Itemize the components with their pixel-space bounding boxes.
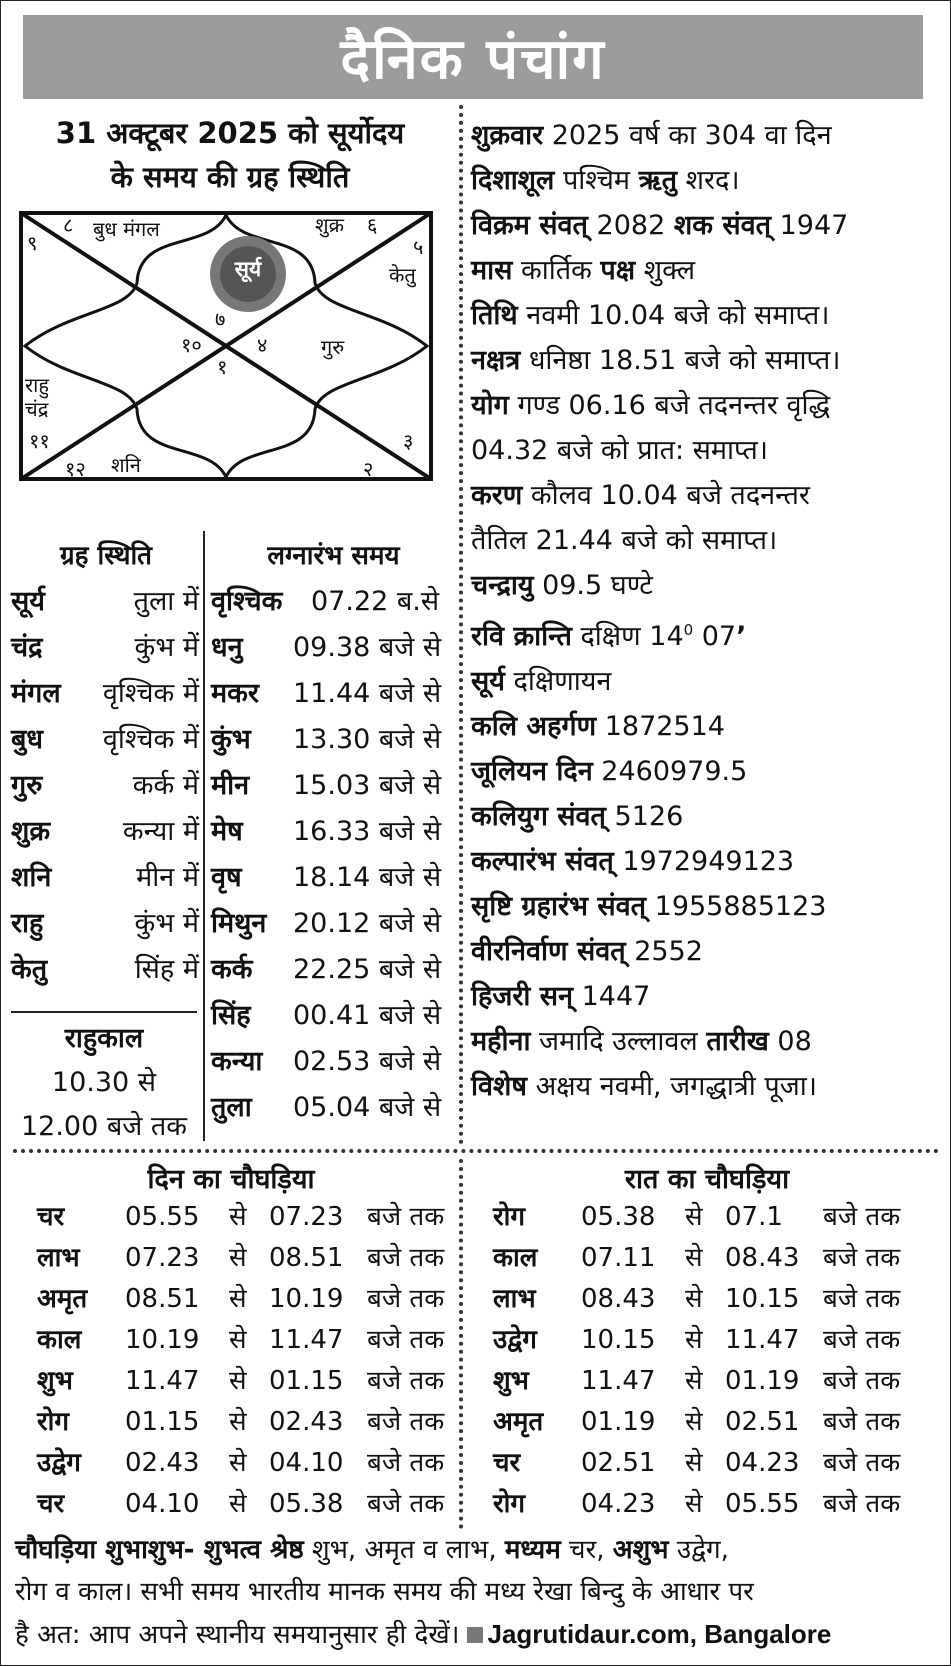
info-dishashool	[471, 158, 941, 203]
house-6-number: ६	[367, 213, 378, 237]
chog-tak: बजे तक	[823, 1366, 901, 1396]
chog-from: 01.19	[581, 1407, 656, 1437]
chog-to: 10.15	[725, 1284, 800, 1314]
lagna-sign: वृश्चिक	[211, 586, 283, 617]
lagna-sign: सिंह	[211, 1000, 251, 1031]
chog-to: 08.51	[269, 1243, 344, 1273]
house-2-number: २	[363, 457, 374, 481]
info-vishesh	[471, 1064, 941, 1109]
lagna-time: 16.33 बजे से	[293, 816, 442, 847]
list-item	[11, 671, 199, 717]
list-item	[211, 625, 456, 671]
karan-value: कौलव 10.04 बजे तदनन्तर	[522, 480, 810, 511]
chog-from: 08.51	[125, 1284, 200, 1314]
house-6-planet: शुक्र	[315, 213, 344, 237]
lagna-time: 15.03 बजे से	[293, 770, 442, 801]
info-samvat	[471, 203, 941, 248]
lagna-time: 07.22 ब.से	[311, 586, 440, 617]
nakshatra-label: नक्षत्र	[471, 345, 521, 376]
lagna-sign: मेष	[211, 816, 243, 847]
chog-tak: बजे तक	[823, 1284, 901, 1314]
lagna-time: 00.41 बजे से	[293, 1000, 442, 1031]
rahukal-box	[11, 1017, 197, 1149]
chog-se: से	[685, 1448, 703, 1478]
vishesh-value: अक्षय नवमी, जगद्धात्री पूजा।	[526, 1071, 817, 1102]
chog-name: अमृत	[493, 1407, 544, 1437]
ravi-kranti-value: दक्षिण 14	[571, 621, 684, 652]
hijri-label: हिजरी सन्	[471, 981, 574, 1012]
list-item	[11, 625, 199, 671]
house-11-number: ११	[29, 429, 50, 453]
table-row	[37, 1402, 444, 1443]
planet-sign: कुंभ में	[134, 632, 199, 663]
info-maas	[471, 248, 941, 293]
chog-name: उद्वेग	[37, 1448, 81, 1478]
chog-tak: बजे तक	[823, 1202, 901, 1232]
tarikh-label: तारीख	[706, 1026, 769, 1057]
julian-day-value: 2460979.5	[592, 756, 748, 787]
house-8-planets: बुध मंगल	[93, 217, 160, 241]
rahukal-to: 12.00 बजे तक	[20, 1111, 188, 1142]
chog-se: से	[685, 1284, 703, 1314]
paksha-value: शुक्ल	[635, 255, 696, 286]
publisher-credit: Jagrutidaur.com, Bangalore	[487, 1619, 832, 1649]
vikram-samvat-label: विक्रम संवत्	[471, 210, 588, 241]
lagna-sign: मकर	[211, 678, 259, 709]
planet-sign: तुला में	[133, 586, 199, 617]
chog-to: 04.23	[725, 1448, 800, 1478]
chog-name: चर	[37, 1202, 65, 1232]
list-item	[211, 809, 456, 855]
chog-se: से	[229, 1448, 247, 1478]
chog-se: से	[229, 1489, 247, 1519]
weekday-value: 2025 वर्ष का 304 वा दिन	[543, 120, 832, 151]
chog-from: 08.43	[581, 1284, 656, 1314]
ashubh-list: उद्वेग,	[668, 1535, 729, 1565]
chart-heading	[15, 111, 445, 199]
house-12-number: १२	[65, 457, 86, 481]
house-4-number: ४	[257, 333, 268, 357]
table-row	[493, 1320, 900, 1361]
chog-name: लाभ	[37, 1243, 80, 1273]
chog-name: लाभ	[493, 1284, 536, 1314]
table-row	[493, 1238, 900, 1279]
rahukal-title: राहुकाल	[64, 1023, 144, 1054]
chog-from: 04.10	[125, 1489, 200, 1519]
julian-day-label: जूलियन दिन	[471, 756, 593, 787]
planet-sign: वृश्चिक में	[102, 724, 199, 755]
panchang-details	[471, 113, 941, 1109]
srishti-samvat-label: सृष्टि ग्रहारंभ संवत्	[471, 891, 647, 922]
house-4-planet: गुरु	[321, 335, 345, 359]
chart-heading-line1: 31 अक्टूबर 2025 को सूर्योदय	[55, 116, 405, 150]
chog-tak: बजे तक	[823, 1448, 901, 1478]
ritu-label: ऋतु	[638, 165, 678, 196]
chog-to: 11.47	[725, 1325, 800, 1355]
list-item	[11, 763, 199, 809]
chog-name: चर	[493, 1448, 521, 1478]
weekday-label: शुक्रवार	[471, 120, 544, 151]
lagna-sign: कर्क	[211, 954, 253, 985]
chog-name: उद्वेग	[493, 1325, 537, 1355]
chog-name: रोग	[493, 1489, 526, 1519]
yog-value: गण्ड 06.16 बजे तदनन्तर वृद्धि	[508, 390, 831, 421]
table-row	[37, 1443, 444, 1484]
chog-to: 04.10	[269, 1448, 344, 1478]
lagna-list	[211, 579, 456, 1131]
kaliyug-samvat-label: कलियुग संवत्	[471, 801, 606, 832]
lagna-time: 05.04 बजे से	[293, 1092, 442, 1123]
chandrayu-value: 09.5 घण्टे	[533, 570, 653, 601]
veernirvan-samvat-label: वीरनिर्वाण संवत्	[471, 936, 626, 967]
ravi-kranti-label: रवि क्रान्ति	[471, 621, 572, 652]
chog-tak: बजे तक	[367, 1407, 445, 1437]
chog-name: काल	[493, 1243, 538, 1273]
planet-sign: कुंभ में	[134, 908, 199, 939]
planet-sign: सिंह में	[134, 954, 199, 985]
planet-sign: मीन में	[136, 862, 199, 893]
mahina-value: जमादि उल्लावल	[530, 1026, 707, 1057]
dishashool-value: पश्चिम	[554, 165, 639, 196]
planet-name: चंद्र	[11, 632, 43, 663]
chog-from: 04.23	[581, 1489, 656, 1519]
ritu-value: शरद।	[677, 165, 740, 196]
chog-to: 02.43	[269, 1407, 344, 1437]
planet-name: शनि	[11, 862, 52, 893]
chog-to: 07.1	[725, 1202, 783, 1232]
planet-sign: कर्क में	[132, 770, 199, 801]
lagna-time: 02.53 बजे से	[293, 1046, 442, 1077]
surya-label: सूर्य	[471, 666, 505, 697]
info-ravi-kranti: रवि क्रान्ति दक्षिण $14^0$ 07’	[471, 621, 747, 652]
list-item	[11, 717, 199, 763]
chog-from: 10.15	[581, 1325, 656, 1355]
chandrayu-label: चन्द्रायु	[471, 570, 534, 601]
shak-samvat-label: शक संवत्	[673, 210, 771, 241]
list-item	[11, 855, 199, 901]
kali-ahargan-label: कलि अहर्गण	[471, 711, 597, 742]
chog-to: 05.38	[269, 1489, 344, 1519]
rahukal-divider	[11, 1011, 197, 1013]
chog-name: चर	[37, 1489, 65, 1519]
kalparambh-samvat-label: कल्पारंभ संवत्	[471, 846, 614, 877]
lagna-time: 09.38 बजे से	[293, 632, 442, 663]
maas-value: कार्तिक	[512, 255, 601, 286]
chog-tak: बजे तक	[367, 1325, 445, 1355]
list-item	[211, 993, 456, 1039]
chog-from: 05.38	[581, 1202, 656, 1232]
maas-label: मास	[471, 255, 513, 286]
chog-se: से	[685, 1243, 703, 1273]
chog-se: से	[685, 1366, 703, 1396]
chog-tak: बजे तक	[367, 1366, 445, 1396]
shubh-list: शुभ, अमृत व लाभ,	[303, 1535, 505, 1565]
chog-from: 10.19	[125, 1325, 200, 1355]
ashubh-label: अशुभ	[612, 1535, 669, 1565]
info-kali-ahargan	[471, 704, 941, 749]
chog-to: 07.23	[269, 1202, 344, 1232]
table-row	[37, 1279, 444, 1320]
house-11-planet-chandra: चंद्र	[25, 397, 49, 421]
veernirvan-samvat-value: 2552	[625, 936, 703, 967]
info-surya	[471, 659, 941, 704]
lagna-time: 11.44 बजे से	[293, 678, 442, 709]
chog-from: 11.47	[125, 1366, 200, 1396]
footer-line3	[15, 1613, 945, 1656]
chog-name: काल	[37, 1325, 82, 1355]
planet-sign: कन्या में	[122, 816, 199, 847]
chog-tak: बजे तक	[823, 1489, 901, 1519]
table-row	[37, 1238, 444, 1279]
chog-se: से	[229, 1325, 247, 1355]
list-item	[211, 901, 456, 947]
table-row	[493, 1361, 900, 1402]
column-divider	[459, 105, 463, 1145]
house-9-number: ९	[27, 231, 38, 255]
kali-ahargan-value: 1872514	[596, 711, 725, 742]
info-kaliyug-samvat	[471, 794, 941, 839]
footer-note	[15, 1529, 945, 1656]
planet-name: मंगल	[11, 678, 61, 709]
list-item	[211, 763, 456, 809]
house-12-planet: शनि	[111, 453, 141, 477]
info-yog-cont: 04.32 बजे को प्रात: समाप्त।	[471, 435, 768, 466]
house-10-number: १०	[181, 333, 202, 357]
chog-se: से	[685, 1489, 703, 1519]
planet-name: शुक्र	[11, 816, 51, 847]
ravi-kranti-minutes: 07	[693, 621, 737, 652]
table-row	[493, 1279, 900, 1320]
kaliyug-samvat-value: 5126	[605, 801, 684, 832]
lagna-sign: तुला	[211, 1092, 252, 1123]
chog-to: 02.51	[725, 1407, 800, 1437]
chog-tak: बजे तक	[823, 1325, 901, 1355]
chog-se: से	[229, 1407, 247, 1437]
table-row	[493, 1197, 900, 1238]
day-choghadiya-table	[37, 1197, 444, 1525]
yog-label: योग	[471, 390, 509, 421]
chog-from: 07.23	[125, 1243, 200, 1273]
lagna-sign: कन्या	[211, 1046, 263, 1077]
house-8-number: ८	[63, 213, 74, 237]
planet-name: केतु	[11, 954, 48, 985]
house-7-number: ७	[215, 307, 226, 331]
title-banner	[23, 15, 923, 99]
lagna-time: 22.25 बजे से	[293, 954, 442, 985]
chog-name: रोग	[493, 1202, 526, 1232]
chog-se: से	[685, 1202, 703, 1232]
footer-line2: रोग व काल। सभी समय भारतीय मानक समय की मध्य रेखा बिन्दु के आधार पर	[15, 1577, 754, 1607]
chog-to: 05.55	[725, 1489, 800, 1519]
list-item	[211, 579, 456, 625]
hijri-value: 1447	[573, 981, 651, 1012]
table-divider	[203, 531, 205, 1141]
chog-from: 05.55	[125, 1202, 200, 1232]
madhyam-label: मध्यम	[504, 1535, 561, 1565]
chog-tak: बजे तक	[823, 1243, 901, 1273]
info-chandrayu	[471, 563, 941, 608]
info-nakshatra	[471, 338, 941, 383]
tarikh-value: 08	[768, 1026, 812, 1057]
graha-sthiti-heading: ग्रह स्थिति	[59, 541, 153, 571]
chog-from: 01.15	[125, 1407, 200, 1437]
planet-sign: वृश्चिक में	[102, 678, 199, 709]
chog-name: अमृत	[37, 1284, 88, 1314]
chog-tak: बजे तक	[367, 1202, 445, 1232]
chog-to: 10.19	[269, 1284, 344, 1314]
lagna-sign: मिथुन	[211, 908, 267, 939]
chog-from: 02.43	[125, 1448, 200, 1478]
list-item	[211, 1039, 456, 1085]
planet-name: राहु	[11, 908, 44, 939]
chog-tak: बजे तक	[367, 1243, 445, 1273]
chog-to: 11.47	[269, 1325, 344, 1355]
choghadiya-divider	[459, 1159, 463, 1529]
vishesh-label: विशेष	[471, 1071, 527, 1102]
section-divider	[13, 1149, 939, 1153]
table-row	[493, 1484, 900, 1525]
info-weekday	[471, 113, 941, 158]
tithi-label: तिथि	[471, 300, 518, 331]
shubhashubh-label: चौघड़िया शुभाशुभ- शुभत्व श्रेष्ठ	[15, 1535, 304, 1565]
lagna-time: 20.12 बजे से	[293, 908, 442, 939]
graha-sthiti-list	[11, 579, 199, 993]
list-item	[11, 579, 199, 625]
list-item	[211, 717, 456, 763]
chog-tak: बजे तक	[367, 1284, 445, 1314]
lagna-sign: कुंभ	[211, 724, 251, 755]
house-3-number: ३	[403, 429, 414, 453]
chog-name: शुभ	[37, 1366, 73, 1396]
house-11-planet-rahu: राहु	[25, 373, 49, 397]
info-tithi	[471, 293, 941, 338]
day-choghadiya-heading: दिन का चौघड़िया	[147, 1164, 315, 1195]
table-row	[493, 1443, 900, 1484]
chog-tak: बजे तक	[367, 1448, 445, 1478]
lagna-sign: वृष	[211, 862, 242, 893]
list-item	[211, 947, 456, 993]
kundli-chart	[19, 211, 459, 511]
degree-mark: 0	[683, 621, 694, 639]
lagna-heading: लग्नारंभ समय	[267, 541, 400, 571]
lagna-time: 13.30 बजे से	[293, 724, 442, 755]
dishashool-label: दिशाशूल	[471, 165, 555, 196]
list-item	[211, 1085, 456, 1131]
planet-name: सूर्य	[11, 586, 45, 617]
night-choghadiya-table	[493, 1197, 900, 1525]
house-1-number: १	[217, 355, 228, 379]
chog-se: से	[229, 1243, 247, 1273]
table-row	[493, 1402, 900, 1443]
lagna-sign: धनु	[211, 632, 243, 663]
info-karan	[471, 473, 941, 518]
kalparambh-samvat-value: 1972949123	[613, 846, 795, 877]
list-item	[211, 855, 456, 901]
lagna-time: 18.14 बजे से	[293, 862, 442, 893]
chog-se: से	[229, 1202, 247, 1232]
srishti-samvat-value: 1955885123	[646, 891, 827, 922]
table-row	[37, 1197, 444, 1238]
chog-se: से	[229, 1366, 247, 1396]
chart-heading-line2: के समय की ग्रह स्थिति	[110, 160, 350, 194]
tithi-value: नवमी 10.04 बजे को समाप्त।	[517, 300, 830, 331]
chog-to: 08.43	[725, 1243, 800, 1273]
chog-tak: बजे तक	[367, 1489, 445, 1519]
planet-name: गुरु	[11, 770, 43, 801]
sun-badge	[207, 233, 289, 315]
info-mahina	[471, 1019, 941, 1064]
table-row	[37, 1361, 444, 1402]
chog-se: से	[229, 1284, 247, 1314]
info-karan-cont: तैतिल 21.44 बजे को समाप्त।	[471, 525, 778, 556]
surya-value: दक्षिणायन	[504, 666, 612, 697]
list-item	[11, 809, 199, 855]
info-kalparambh-samvat	[471, 839, 941, 884]
list-item	[211, 671, 456, 717]
chog-name: रोग	[37, 1407, 70, 1437]
chog-se: से	[685, 1407, 703, 1437]
chog-to: 01.15	[269, 1366, 344, 1396]
shak-samvat-value: 1947	[771, 210, 849, 241]
table-row	[37, 1320, 444, 1361]
rahukal-from: 10.30 से	[51, 1067, 157, 1098]
sun-label: सूर्य	[234, 257, 262, 281]
info-srishti-samvat	[471, 884, 941, 929]
vikram-samvat-value: 2082	[587, 210, 674, 241]
footer-line1	[15, 1529, 945, 1571]
planet-name: बुध	[11, 724, 44, 755]
info-veernirvan-samvat	[471, 929, 941, 974]
house-5-planet: केतु	[389, 263, 416, 287]
chog-from: 02.51	[581, 1448, 656, 1478]
chog-tak: बजे तक	[823, 1407, 901, 1437]
mahina-label: महीना	[471, 1026, 531, 1057]
info-hijri	[471, 974, 941, 1019]
night-choghadiya-heading: रात का चौघड़िया	[624, 1164, 790, 1195]
chog-to: 01.19	[725, 1366, 800, 1396]
chog-from: 07.11	[581, 1243, 656, 1273]
house-5-number: ५	[413, 235, 424, 259]
paksha-label: पक्ष	[600, 255, 636, 286]
chog-se: से	[685, 1325, 703, 1355]
footer-note-end: है अत: आप अपने स्थानीय समयानुसार ही देखें।	[15, 1620, 460, 1650]
lagna-sign: मीन	[211, 770, 250, 801]
chog-from: 11.47	[581, 1366, 656, 1396]
list-item	[11, 901, 199, 947]
karan-label: करण	[471, 480, 523, 511]
info-julian-day	[471, 749, 941, 794]
nakshatra-value: धनिष्ठा 18.51 बजे को समाप्त।	[520, 345, 841, 376]
square-bullet-icon	[467, 1627, 483, 1643]
info-yog	[471, 383, 941, 428]
page-title: दैनिक पंचांग	[340, 27, 606, 92]
chog-name: शुभ	[493, 1366, 529, 1396]
table-row	[37, 1484, 444, 1525]
madhyam-list: चर,	[560, 1535, 613, 1565]
list-item	[11, 947, 199, 993]
